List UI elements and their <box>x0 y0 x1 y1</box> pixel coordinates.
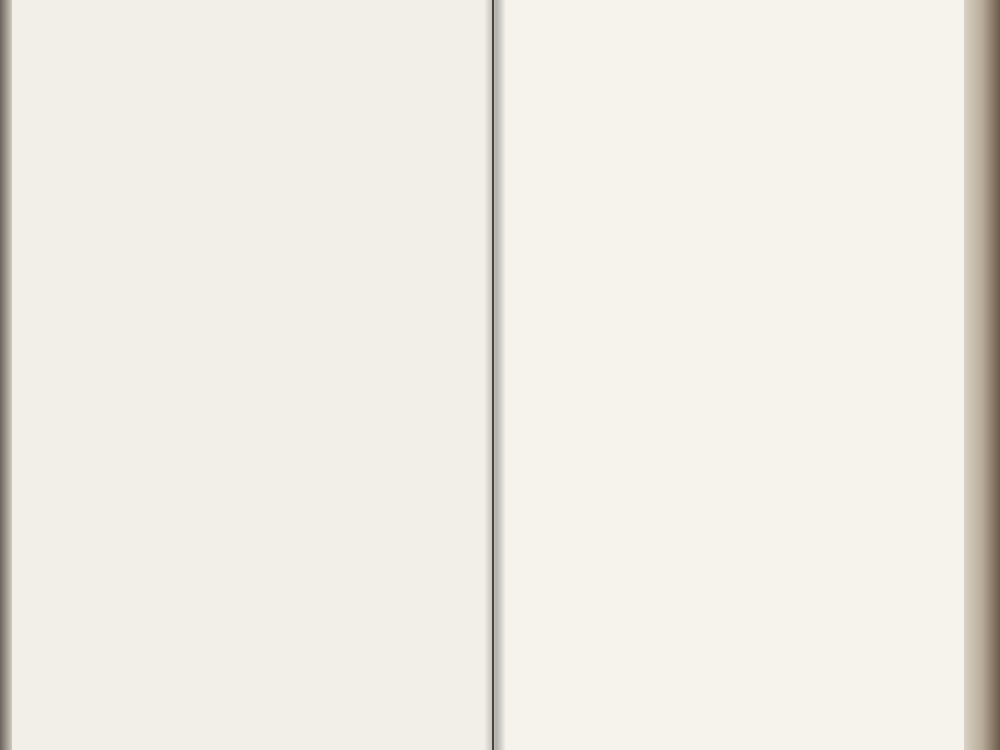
left-page <box>0 0 492 750</box>
book-gutter <box>484 0 506 750</box>
page-edge-right <box>964 0 1000 750</box>
page-edge-left <box>0 0 12 750</box>
right-page <box>494 0 964 750</box>
